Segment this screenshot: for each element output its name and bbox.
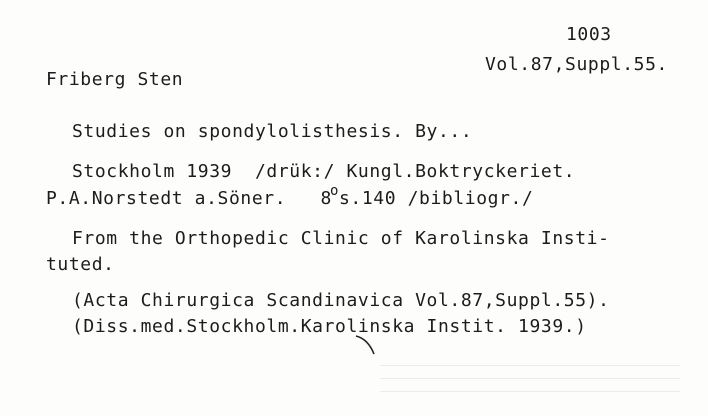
pencil-mark-icon — [352, 330, 380, 358]
author-heading: Friberg Sten — [46, 69, 184, 90]
bleed-through-texture — [380, 365, 680, 405]
format-superscript: o — [329, 183, 339, 199]
series-reference: Vol.87,Suppl.55. — [485, 54, 668, 75]
imprint-publisher: P.A.Norstedt a.Söner. 8 — [46, 188, 332, 209]
note-line-1: From the Orthopedic Clinic of Karolinska Insti- — [72, 228, 610, 249]
note-line-2: tuted. — [46, 254, 115, 275]
series-note-2: (Diss.med.Stockholm.Karolinska Instit. 1939.) — [72, 316, 587, 337]
call-number: 1003 — [566, 24, 612, 45]
series-note-1: (Acta Chirurgica Scandinavica Vol.87,Suppl.55). — [72, 290, 610, 311]
title-statement: Studies on spondylolisthesis. By... — [72, 121, 473, 142]
imprint-line-1: Stockholm 1939 /drük:/ Kungl.Boktryckeriet. — [72, 161, 576, 182]
imprint-line-2 — [46, 183, 534, 211]
imprint-extent: s.140 /bibliogr./ — [338, 188, 534, 209]
